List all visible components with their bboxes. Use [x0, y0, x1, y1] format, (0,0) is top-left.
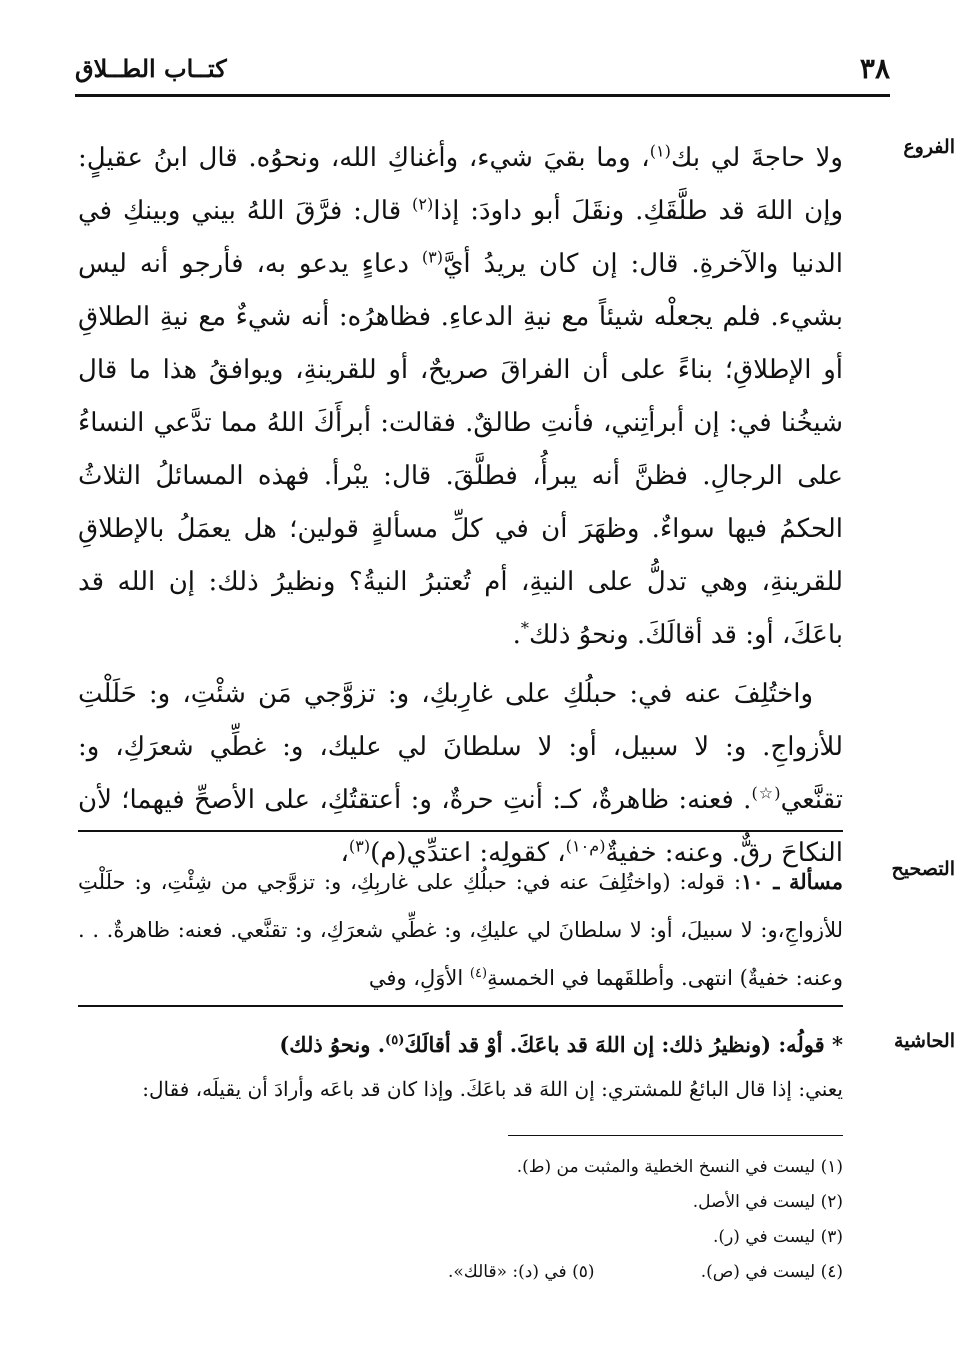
para1-part-c: قال: فرَّقَ اللهُ بيني وبينكِ في الدنيا والآخرةِ. قال: إن كان يريدُ أيَّ [78, 196, 843, 279]
correction-title: مسألة ـ ١٠ [741, 869, 843, 894]
hashiya-heading-b: . ونحوُ ذلك) [279, 1032, 386, 1057]
section-divider [78, 830, 843, 832]
footnote-5: (٥) في (د): «قالك». [448, 1262, 595, 1282]
footnote-4: (٤) ليست في (ص). [700, 1262, 843, 1282]
footnote-ref-1: (١) [649, 141, 671, 161]
header-rule [75, 94, 890, 97]
book-title: كتــاب الطــلاق [75, 54, 227, 83]
para1-part-b: ، وما بقيَ شيء، وأغناكِ الله، ونحوُه. قال ابنُ عقيلٍ: وإن اللهَ قد طلَّقَكِ. ونقَلَ أبو داودَ: إذا [78, 143, 844, 226]
para2-part-c: ، كقولِه: اعتدِّي(م) [370, 838, 566, 868]
main-paragraph-1 [78, 132, 843, 662]
footnote-ref-3b: (٣) [348, 836, 371, 856]
hashiya-section [78, 1023, 843, 1111]
hashiya-heading [78, 1023, 843, 1067]
footnote-ref-5: (٥) [385, 1033, 405, 1048]
footnote-ref-2: (٢) [412, 194, 434, 214]
footnote-3: (٣) ليست في (ر). [713, 1227, 843, 1247]
para2-end: ، [340, 838, 349, 868]
hashiya-heading-a: * قولُه: (ونظيرُ ذلك: إن اللهَ قد باعَكَ. أوْ قد أقالَكَ [404, 1032, 843, 1057]
footnote-rule [508, 1135, 843, 1136]
footnote-row [78, 1255, 843, 1290]
page-header [75, 52, 890, 92]
label-hashiya: الحاشية [894, 1030, 955, 1052]
correction-text-a: : قوله: (واختُلِفَ عنه في: حبلُكِ على غاربِكِ، و: تزوَّجي من شِئْتِ، و: حلَلْتِ للأزواجِ،و: لا سبيلَ، أو: لا سلطانَ لي عليكِ، و: غطِّي شعرَكِ، و: تقنَّعي. فعنه: ظاهرةٌ. . . وعنه: خفيةٌ) انتهى. وأطلقَهما في الخمسةِ [78, 870, 843, 990]
correction-section [78, 858, 843, 1002]
footnote-ref-3: (٣) [421, 247, 444, 267]
para1-end: . [512, 620, 521, 650]
hashiya-marker: * [520, 618, 529, 638]
star-marker: (☆) [751, 783, 781, 803]
label-tashih: التصحيح [891, 858, 955, 880]
label-furu: الفروع [903, 136, 955, 158]
para2-part-b: . فعنه: ظاهرةٌ، كـ: أنتِ حرةٌ، و: أعتقتُكِ، على الأصحِّ فيهما؛ لأن النكاحَ رقٌّ. وعنه: خفيةٌ [78, 785, 843, 868]
footnote-ref-4: (٤) [469, 966, 488, 981]
para2-part-a: واختُلِفَ عنه في: حبلُكِ على غارِبكِ، و: تزوَّجي مَن شئْتِ، و: حَلَلْتِ للأزواجِ. و: لا سبيل، أو: لا سلطانَ لي عليك، و: غطِّي شعرَكِ، و: تقنَّعي [78, 679, 844, 815]
correction-text-b: الأوَلِ، وفي [368, 966, 470, 990]
main-paragraph-2 [78, 668, 843, 880]
para1-part-a: ولا حاجةَ لي بك [670, 143, 843, 173]
footnotes [78, 1150, 843, 1290]
correction-ref-m10: (م١٠) [565, 836, 606, 856]
hashiya-text: يعني: إذا قال البائعُ للمشتري: إن اللهَ قد باعَكَ. وإذا كان قد باعَه وأرادَ أن يقيلَه، فقال: [142, 1077, 843, 1101]
footnote-2: (٢) ليست في الأصل. [692, 1192, 843, 1212]
main-text [78, 132, 843, 880]
section-divider-2 [78, 1005, 843, 1007]
para1-part-d: دعاءٍ يدعو به، فأرجو أنه ليس بشيء. فلم يجعلْه شيئاً مع نيةِ الدعاءِ. فظاهرُه: أنه شيءٌ مع نيةِ الطلاقِ أو الإطلاقِ؛ بناءً على أن الفراقَ صريحٌ، أو للقرينةِ، ويوافقُ هذا ما قال شيخُنا في: إن أبرأتِني، فأنتِ طالقٌ. فقالت: أبرأَكَ اللهُ مما تدَّعي النساءُ على الرجالِ. فظنَّ أنه يبرأُ، فطلَّقَ. قال: يبْرأ. فهذه المسائلُ الثلاثُ الحكمُ فيها سواءٌ. وظهَرَ أن في كلِّ مسألةٍ قولين؛ هل يعمَلُ بالإطلاقِ للقرينةِ، وهي تدلُّ على النيةِ، أم تُعتبرُ النيةُ؟ ونظيرُ ذلك: إن الله قد باعَكَ، أو: قد أقالَكَ. ونحوُ ذلك [78, 249, 843, 650]
footnote-1: (١) ليست في النسخ الخطية والمثبت من (ط). [516, 1157, 843, 1177]
page-number: ٣٨ [859, 52, 890, 85]
